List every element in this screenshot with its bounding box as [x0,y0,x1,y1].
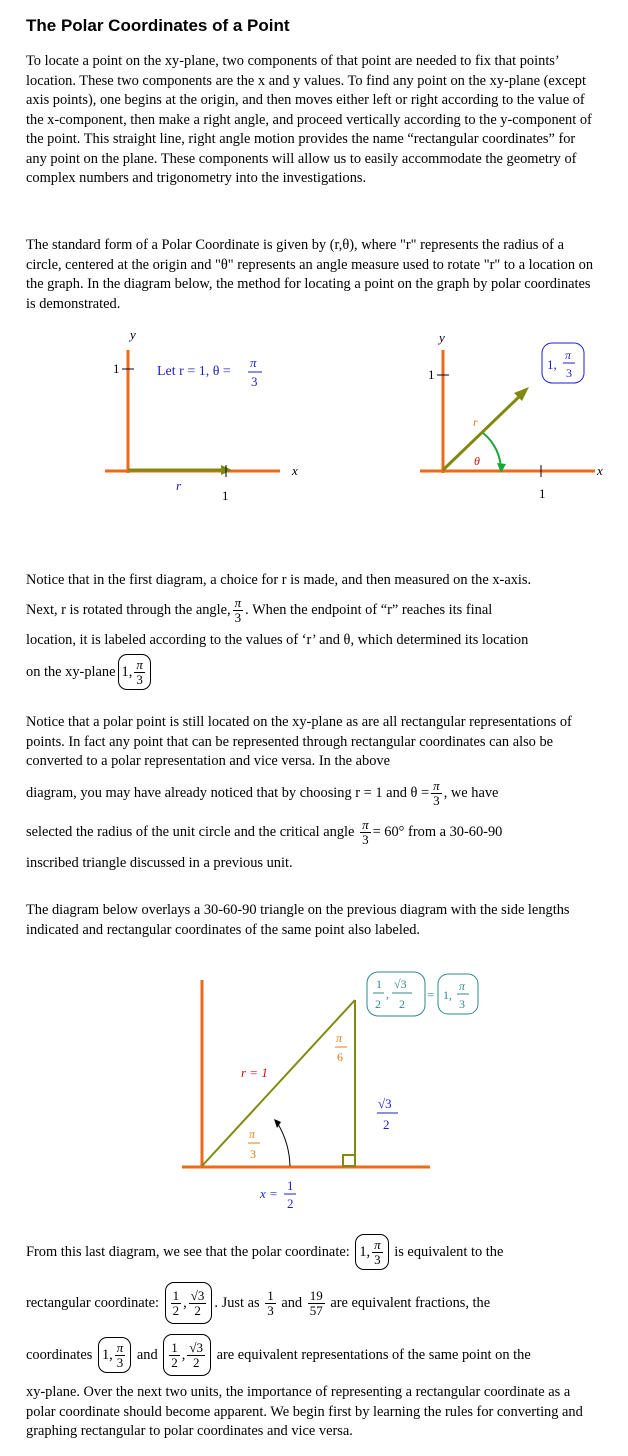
right-angle-mark [343,1155,355,1166]
x-equals: x = [260,1186,278,1201]
pi-3-den: 3 [250,1147,256,1161]
x-half-den: 2 [287,1196,294,1211]
y-axis-label: y [439,330,445,345]
polar-standard-form-paragraph: The standard form of a Polar Coordinate is given by (r,θ), where "r" represents the radius of a circle, centered at the origin and "θ" represents an angle measure used to rotate "r" to a location on the graph. In the diagram below, the method for locating a point on the graph by polar coordinates is demonstrated. [26,237,594,312]
diagram-let-r-theta [100,325,310,510]
polar-point: 1, $\frac{\pi}{3}$ [118,654,151,690]
p6-line2: rectangular coordinate: $\frac{1}{2}$ , $\frac{√3}{2}$ . Just as $\frac{1}{3}$ and $\frac{19}{57}$ are equivalent fractions, the [26,1283,606,1323]
theta-label: θ [474,454,480,468]
p6-closing: xy-plane. Over the next two units, the importance of representing a rectangular coordinate as a polar coordinate should become apparent. We begin first by learning the rules for converting and graphing rectangular to polar coordinates and vice versa. [26,1384,583,1439]
x-axis-label: x [292,463,298,478]
hypotenuse [202,1000,355,1166]
svg-text:1,: 1, [443,988,452,1002]
angle-arc [278,1124,290,1166]
pi-numerator: π [250,355,257,370]
r-equals-1: r = 1 [241,1065,268,1080]
p3-line3: location, it is labeled according to the values of ‘r’ and θ, which determined its location [26,631,529,648]
r-label: r [473,415,478,429]
point-one: 1, [547,357,557,372]
r-label: r [176,478,182,493]
point-pi: π [565,348,572,362]
y-one-label: 1 [113,361,120,376]
diagram-30-60-90-triangle [180,968,490,1213]
equals-sign: = [427,987,435,1002]
svg-text:√3: √3 [394,977,407,991]
p3-line4: on the xy-plane 1, $\frac{\pi}{3}$ [26,652,606,692]
svg-text:3: 3 [459,997,465,1011]
pi-6-den: 6 [337,1050,343,1064]
intro-paragraph: To locate a point on the xy-plane, two components of that point are needed to fix that points’ location. These two components are the x and y values. To find any point on the xy-plane (except axis points), one begins at the origin, and then moves either left or right according to the value of the x-component, then make a right angle, and proceed vertically according to the y-component of the point. This straight line, right angle motion provides the name “rectangular coordinates” for any point on the plane. These components will allow us to easily accommodate the geometry of complex numbers and trigonometry into the investigations. [26,53,592,186]
p6-line1: From this last diagram, we see that the polar coordinate: 1, $\frac{\pi}{3}$ is equivalent to the [26,1232,606,1272]
p4-line5: selected the radius of the unit circle and the critical angle $\frac{\pi}{3}$ = 60° from a 30-60-90 [26,816,503,847]
sqrt3-den: 2 [383,1117,390,1132]
y-axis-label: y [130,327,136,342]
r-vector [443,393,523,470]
svg-text:1: 1 [376,977,382,991]
p4-line6: inscribed triangle discussed in a previous unit. [26,854,293,871]
x-one-label: 1 [539,486,546,501]
svg-text:2: 2 [399,997,405,1011]
page-title: The Polar Coordinates of a Point [26,16,290,35]
pi-6-num: π [336,1031,343,1045]
svg-text:,: , [386,987,389,1001]
svg-text:π: π [459,979,466,993]
three-denominator: 3 [251,374,258,389]
sqrt3-num: √3 [378,1096,392,1111]
p4-line4: diagram, you may have already noticed that by choosing r = 1 and θ = $\frac{\pi}{3}$ , we have [26,777,499,808]
diagram-rotated-r [415,325,628,510]
pi-over-3: $\frac{\pi}{3}$ [234,594,242,625]
x-half-num: 1 [287,1178,294,1193]
p4-lines: Notice that a polar point is still located on the xy-plane as are all rectangular representations of points. In fact any point that can be represented through rectangular coordinates can also be converted to a polar representation and vice versa. In the above [26,714,572,769]
x-one-label: 1 [222,488,229,503]
p3-line2: Next, r is rotated through the angle, $\frac{\pi}{3}$ . When the endpoint of “r” reaches its final [26,594,493,625]
x-axis-label: x [597,463,603,478]
p6-line3: coordinates 1, $\frac{\pi}{3}$ and $\frac{1}{2}$ , $\frac{√3}{2}$ are equivalent representations of the same point on the [26,1335,606,1375]
y-one-label: 1 [428,367,435,382]
svg-text:2: 2 [375,997,381,1011]
point-three: 3 [566,366,572,380]
p5-paragraph: The diagram below overlays a 30-60-90 triangle on the previous diagram with the side lengths indicated and rectangular coordinates of the same point also labeled. [26,902,570,938]
pi-3-num: π [249,1127,256,1141]
let-statement: Let r = 1, θ = [157,364,231,379]
p3-line1: Notice that in the first diagram, a choice for r is made, and then measured on the x-axis. [26,571,532,588]
